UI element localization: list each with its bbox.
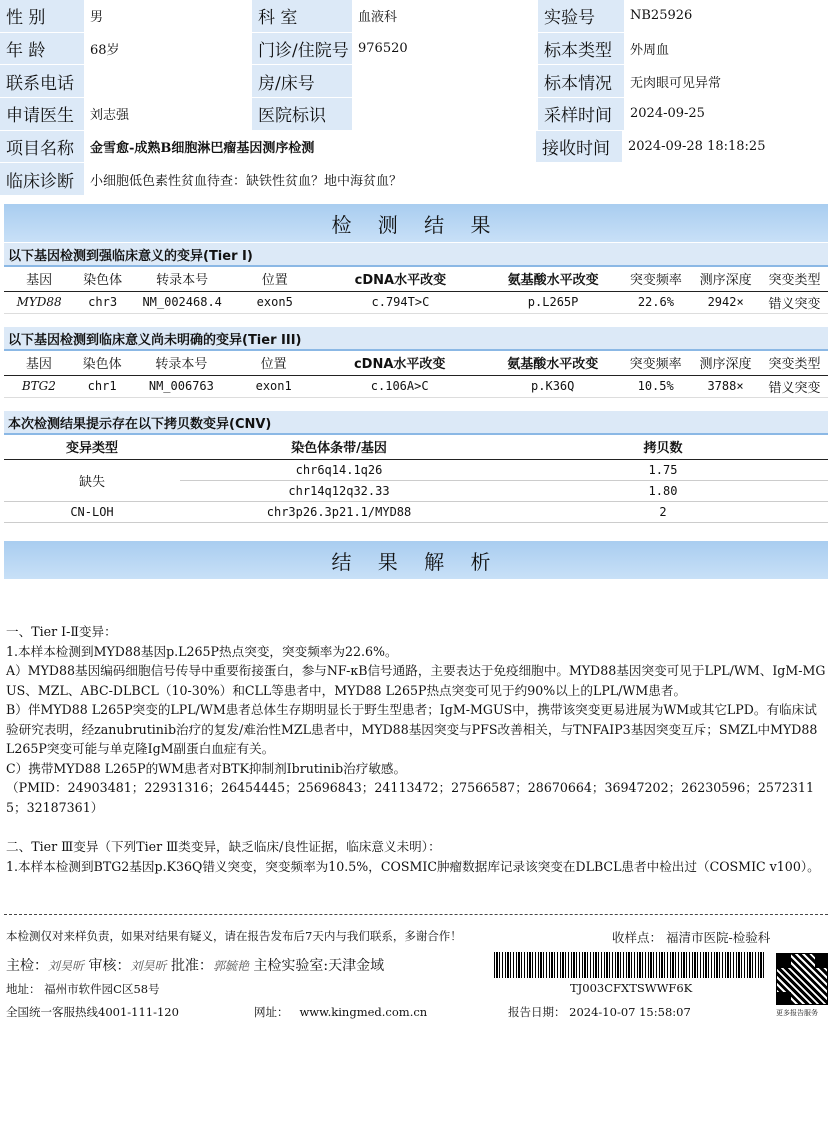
interpretation-paragraph: 一、Tier Ⅰ-Ⅱ变异：: [6, 624, 117, 639]
qr-code: [776, 953, 828, 1005]
info-value: 男: [84, 0, 252, 32]
column-header: 染色体: [74, 267, 131, 291]
interpretation-paragraph: 1.本样本检测到MYD88基因p.L265P热点突变，突变频率为22.6%。: [6, 643, 398, 659]
info-label: 医院标识: [252, 98, 352, 130]
table-cell: 2: [498, 501, 828, 522]
info-label: 标本类型: [538, 33, 624, 65]
table-cell: NM_002468.4: [142, 295, 222, 309]
info-row: [0, 131, 828, 164]
column-header: 转录本号: [131, 351, 233, 375]
table-cell: chr14q12q32.33: [180, 480, 498, 501]
reviewer-label: 审核：: [88, 958, 131, 974]
info-label: 申请医生: [0, 98, 84, 130]
divider: [4, 914, 828, 915]
table-cell: chr6q14.1q26: [180, 459, 498, 480]
info-value: [84, 65, 252, 97]
info-value: 68岁: [84, 33, 252, 65]
cnv-table: [4, 435, 828, 523]
paragraph-gap: [6, 817, 826, 837]
interpretation-paragraph: A）MYD88基因编码细胞信号传导中重要衔接蛋白，参与NF-κB信号通路，主要表达于免疫细胞中。MYD88基因突变可见于LPL/WM、IgM-MGUS、MZL、ABC-DLBCL（10-30%）和CLL等患者中，MYD88 L265P热点突变可见于约90%以上的LPL/WM患者。: [6, 663, 826, 698]
table-cell: 1.80: [498, 480, 828, 501]
table-header-row: [4, 435, 828, 459]
table-cell: c.106A>C: [370, 379, 429, 393]
table-cell: 10.5%: [637, 379, 674, 393]
table-cell: chr1: [87, 379, 117, 393]
signatures: [6, 955, 384, 975]
interpretation-paragraph: B）伴MYD88 L265P突变的LPL/WM患者总体生存期明显长于野生型患者；IgM-MGUS中，携带该突变更易进展为WM或其它LPD。有临床试验研究表明，经zanubrutinib治疗的复发/难治性MZL患者中，MYD88基因突变与PFS改善相关，与TNFAIP3基因突变互斥；SMZL中MYD88 L265P突变可能与单克隆IgM副蛋白血症有关。: [6, 702, 818, 756]
cnv-title: 本次检测结果提示存在以下拷贝数变异(CNV): [4, 411, 828, 435]
info-value: NB25926: [624, 0, 828, 32]
interpretation-text: [6, 622, 826, 876]
column-header: 突变类型: [761, 351, 828, 375]
column-header: 位置: [233, 267, 316, 291]
info-label: 房/床号: [252, 65, 352, 97]
column-header: 位置: [232, 351, 315, 375]
column-header: 转录本号: [131, 267, 233, 291]
info-row: [0, 98, 828, 131]
info-label: 科 室: [252, 0, 352, 32]
column-header: 变异类型: [4, 435, 180, 459]
patient-info: [0, 0, 828, 196]
report-date: 报告日期： 2024-10-07 15:58:07: [508, 1005, 691, 1019]
info-value: 刘志强: [84, 98, 252, 130]
info-value: 小细胞低色素性贫血待查：缺铁性贫血？地中海贫血？: [84, 163, 828, 195]
reviewer-signature: 刘昊昕: [130, 959, 167, 973]
tier3-title: 以下基因检测到临床意义尚未明确的变异(Tier III): [4, 327, 828, 351]
table-cell: exon1: [255, 379, 292, 393]
tier1-section: [4, 243, 828, 314]
info-row: [0, 33, 828, 66]
info-value: 金雪愈-成熟B细胞淋巴瘤基因测序检测: [84, 131, 536, 163]
info-label: 采样时间: [538, 98, 624, 130]
column-header: 突变类型: [761, 267, 828, 291]
column-header: cDNA水平改变: [315, 351, 484, 375]
info-value: [352, 65, 538, 97]
website-row: [254, 1004, 427, 1020]
table-cell: MYD88: [16, 295, 62, 309]
column-header: 拷贝数: [498, 435, 828, 459]
table-cell: 3788×: [707, 379, 744, 393]
info-value: 外周血: [624, 33, 828, 65]
barcode-text: TJ003CFXTSWWF6K: [570, 981, 693, 995]
table-cell: 缺失: [4, 459, 180, 501]
website-label: 网址：: [254, 1005, 289, 1019]
interpretation-paragraph: （PMID：24903481；22931316；26454445；25696843；24113472；27566587；28670664；36947202；26230596；25723115；32187361）: [6, 780, 814, 815]
interpretation-paragraph: 1.本样本检测到BTG2基因p.K36Q错义突变，突变频率为10.5%，COSMIC肿瘤数据库记录该突变在DLBCL患者中检出过（COSMIC v100）。: [6, 858, 820, 874]
table-cell: BTG2: [21, 379, 56, 393]
info-value: 976520: [352, 33, 538, 65]
column-header: 突变频率: [621, 351, 690, 375]
info-row: [0, 65, 828, 98]
info-value: [352, 98, 538, 130]
interpretation-paragraph: 二、Tier Ⅲ变异（下列Tier Ⅲ类变异，缺乏临床/良性证据，临床意义未明）：: [6, 839, 441, 854]
info-value: 2024-09-25: [624, 98, 828, 130]
table-cell: c.794T>C: [371, 295, 430, 309]
table-cell: 2942×: [707, 295, 744, 309]
info-value: 血液科: [352, 0, 538, 32]
info-label: 性 别: [0, 0, 84, 32]
info-row: [0, 163, 828, 196]
table-cell: NM_006763: [148, 379, 214, 393]
receiver: 收样点： 福清市医院-检验科: [612, 930, 771, 945]
table-row: [4, 501, 828, 522]
info-label: 年 龄: [0, 33, 84, 65]
column-header: 基因: [4, 351, 74, 375]
website: www.kingmed.com.cn: [299, 1005, 428, 1019]
column-header: 染色体: [74, 351, 131, 375]
tier1-table: [4, 267, 828, 314]
tier1-title: 以下基因检测到强临床意义的变异(Tier I): [4, 243, 828, 267]
cnv-section: [4, 411, 828, 523]
info-label: 临床诊断: [0, 163, 84, 195]
tester-signature: 刘昊昕: [48, 959, 85, 973]
table-header-row: [4, 267, 828, 291]
column-header: 氨基酸水平改变: [485, 267, 622, 291]
table-cell: p.L265P: [527, 295, 579, 309]
info-value: 无肉眼可见异常: [624, 65, 828, 97]
table-cell: chr3: [88, 295, 118, 309]
approver-label: 批准：: [170, 958, 213, 974]
barcode: [494, 952, 764, 978]
qr-caption: 更多报告服务: [776, 1009, 818, 1017]
info-row: [0, 0, 828, 33]
table-cell: 错义突变: [768, 380, 821, 396]
tester-label: 主检：: [6, 958, 48, 974]
info-label: 标本情况: [538, 65, 624, 97]
table-cell: exon5: [256, 295, 293, 309]
table-cell: CN-LOH: [4, 501, 180, 522]
results-header: 检 测 结 果: [4, 204, 828, 242]
hotline: 全国统一客服热线4001-111-120: [6, 1005, 179, 1019]
info-label: 联系电话: [0, 65, 84, 97]
address: 地址： 福州市软件园C区58号: [6, 982, 160, 996]
disclaimer: 本检测仅对来样负责，如果对结果有疑义，请在报告发布后7天内与我们联系，多谢合作！: [6, 929, 462, 943]
table-row: [4, 375, 828, 397]
info-label: 接收时间: [536, 131, 622, 163]
table-row: [4, 459, 828, 480]
interpretation-header: 结 果 解 析: [4, 541, 828, 579]
table-cell: chr3p26.3p21.1/MYD88: [180, 501, 498, 522]
column-header: 氨基酸水平改变: [484, 351, 621, 375]
table-cell: 22.6%: [637, 295, 674, 309]
column-header: 突变频率: [621, 267, 690, 291]
table-row: [4, 291, 828, 313]
table-cell: 1.75: [498, 459, 828, 480]
table-cell: p.K36Q: [531, 379, 575, 393]
column-header: 测序深度: [690, 351, 761, 375]
table-cell: 错义突变: [768, 296, 821, 312]
tier3-table: [4, 351, 828, 398]
info-label: 门诊/住院号: [252, 33, 352, 65]
column-header: 基因: [4, 267, 74, 291]
info-value: 2024-09-28 18:18:25: [622, 131, 828, 163]
info-label: 项目名称: [0, 131, 84, 163]
lab-name: 主检实验室:天津金域: [253, 958, 385, 974]
info-label: 实验号: [538, 0, 624, 32]
column-header: 测序深度: [690, 267, 761, 291]
column-header: 染色体条带/基因: [180, 435, 498, 459]
column-header: cDNA水平改变: [316, 267, 485, 291]
tier3-section: [4, 327, 828, 398]
approver-signature: 郭毓艳: [212, 959, 249, 973]
table-header-row: [4, 351, 828, 375]
interpretation-paragraph: C）携带MYD88 L265P的WM患者对BTK抑制剂Ibrutinib治疗敏感。: [6, 760, 407, 776]
